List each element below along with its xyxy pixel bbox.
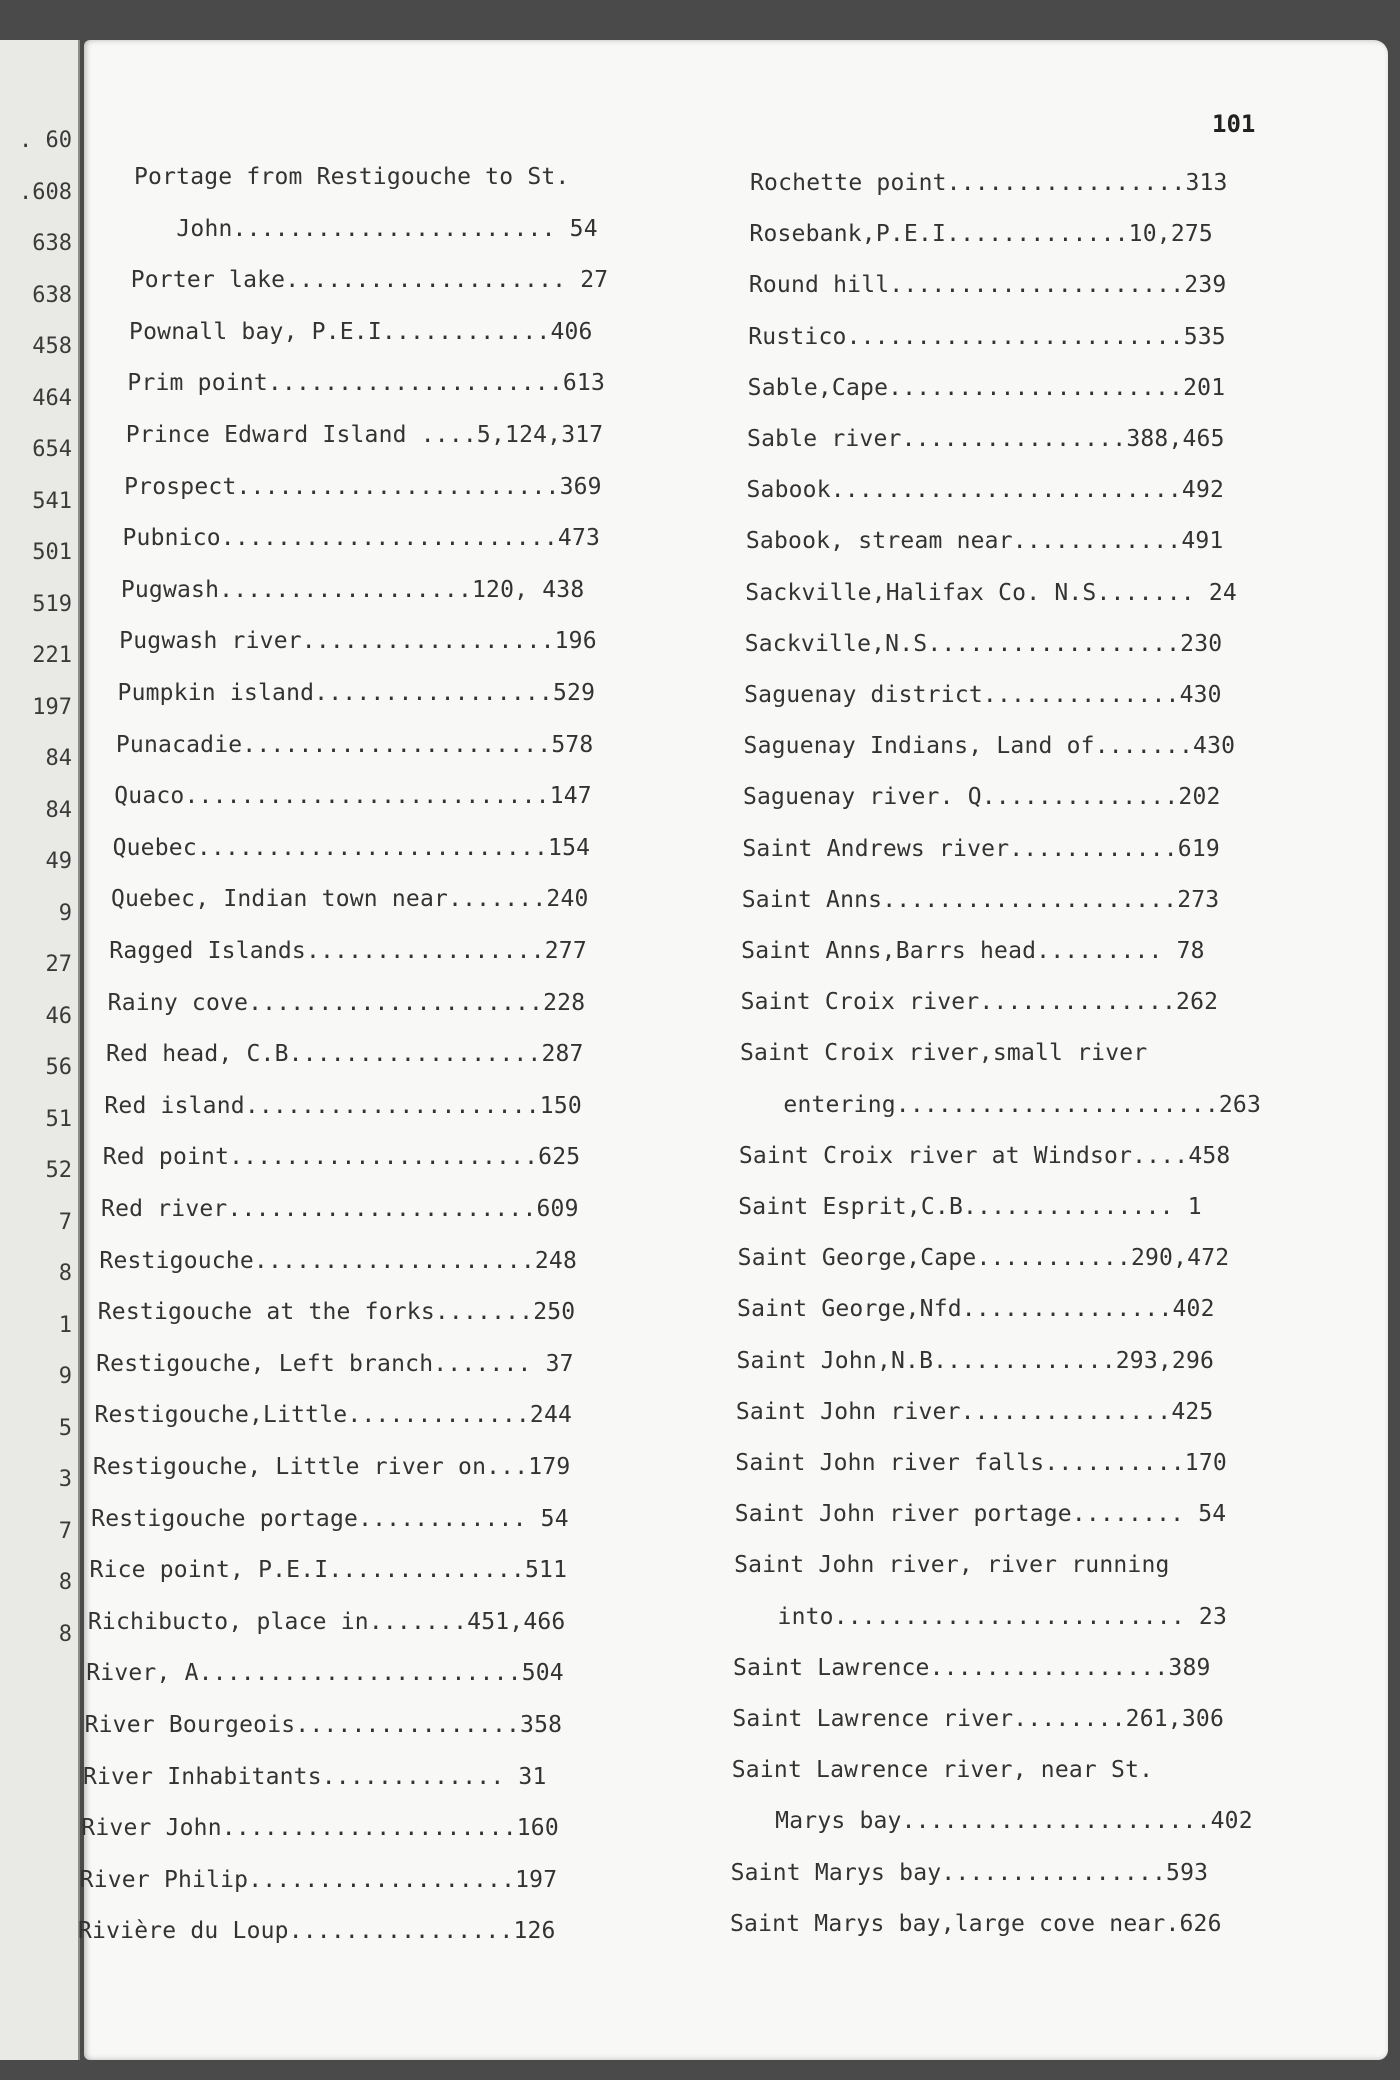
index-entry: Saint Marys bay,large cove near.626	[730, 1910, 1222, 1937]
index-entry: Saint John,N.B.............293,296	[736, 1347, 1215, 1374]
index-entry: Saint John river, river running	[734, 1552, 1170, 1579]
index-entry: Pugwash river..................196	[119, 628, 597, 655]
index-entry: Saint Lawrence.................389	[732, 1654, 1211, 1681]
index-entry: Rustico........................535	[748, 323, 1226, 350]
index-entry: Sackville,N.S..................230	[744, 630, 1223, 657]
previous-page-edge	[0, 40, 80, 2060]
previous-page-number: 501	[32, 540, 72, 565]
previous-page-number: 84	[45, 746, 72, 771]
index-entry: Pownall bay, P.E.I............406	[129, 318, 593, 345]
index-entry: Saint Marys bay................593	[730, 1859, 1209, 1886]
previous-page-number: 52	[45, 1158, 72, 1183]
index-entry: Punacadie......................578	[115, 731, 594, 758]
index-entry: Saint Anns,Barrs head......... 78	[741, 938, 1205, 964]
index-entry: Restigouche,Little.............244	[94, 1402, 573, 1429]
previous-page-number: 9	[58, 900, 72, 926]
previous-page-number: 56	[45, 1055, 72, 1080]
index-entry: Prim point.....................613	[127, 370, 606, 397]
index-entry: Restigouche, Little river on...179	[92, 1454, 571, 1480]
index-entry: Saint George,Cape...........290,472	[737, 1245, 1230, 1272]
previous-page-number: . 60	[19, 128, 72, 153]
index-entry: Pumpkin island.................529	[117, 680, 596, 706]
previous-page-number: 541	[32, 488, 72, 514]
index-entry: Prince Edward Island ....5,124,317	[125, 422, 604, 448]
previous-page-number: .608	[19, 179, 72, 205]
previous-page-number: 197	[32, 694, 72, 720]
index-entry: Sable,Cape.....................201	[747, 374, 1226, 401]
index-entry: Ragged Islands.................277	[109, 938, 587, 964]
previous-page-number: 1	[58, 1312, 72, 1338]
previous-page-number: 7	[58, 1209, 72, 1235]
index-entry: River John.....................160	[81, 1815, 559, 1842]
index-entry: Restigouche....................248	[99, 1247, 578, 1274]
previous-page-number: 638	[32, 282, 72, 308]
index-entry: Saguenay river. Q..............202	[742, 784, 1221, 811]
index-entry: Saint Andrews river............619	[742, 835, 1220, 862]
index-entry: Saint John river falls..........170	[735, 1450, 1227, 1476]
index-entry: Pubnico........................473	[122, 525, 601, 552]
previous-page-number: 464	[32, 385, 72, 411]
index-entry: Rochette point.................313	[750, 170, 1228, 196]
index-entry: Saint Lawrence river........261,306	[732, 1706, 1224, 1732]
index-entry-continuation: John....................... 54	[176, 215, 598, 242]
index-entry: Saint John river...............425	[735, 1398, 1214, 1425]
previous-page-number: 9	[58, 1364, 72, 1389]
index-entry-continuation: entering.......................263	[783, 1091, 1262, 1118]
index-entry: Rivière du Loup................126	[78, 1918, 556, 1945]
index-entry: Prospect.......................369	[124, 473, 602, 500]
index-page	[78, 40, 1388, 2060]
index-entry: Richibucto, place in.......451,466	[87, 1608, 566, 1635]
index-entry: Saguenay Indians, Land of.......430	[743, 733, 1236, 760]
previous-page-number: 3	[58, 1467, 72, 1492]
index-entry: River, A.......................504	[86, 1660, 564, 1687]
index-entry: Saint Croix river..............262	[740, 989, 1219, 1016]
index-entry: Sabook.........................492	[746, 477, 1225, 504]
index-entry: Porter lake.................... 27	[130, 267, 609, 294]
previous-page-number: 638	[32, 231, 72, 256]
previous-page-number: 458	[32, 334, 72, 359]
index-entry: Sabook, stream near............491	[745, 528, 1224, 555]
index-entry: Quaco..........................147	[114, 783, 592, 810]
index-entry: Rainy cove.....................228	[107, 989, 586, 1016]
previous-page-number: 46	[45, 1003, 72, 1029]
index-entry: Round hill.....................239	[748, 272, 1227, 299]
index-entry: Sable river................388,465	[747, 426, 1225, 452]
index-entry: Rice point, P.E.I..............511	[89, 1557, 568, 1584]
index-entry: Rosebank,P.E.I.............10,275	[749, 221, 1213, 248]
index-entry: Portage from Restigouche to St.	[134, 164, 570, 190]
index-entry: Restigouche portage............ 54	[91, 1505, 569, 1532]
index-entry: Pugwash..................120, 438	[120, 576, 585, 603]
previous-page-number: 7	[58, 1518, 72, 1544]
index-entry: Red point......................625	[102, 1144, 581, 1171]
previous-page-number: 8	[58, 1570, 72, 1595]
index-entry: Red island.....................150	[104, 1092, 582, 1119]
previous-page-number: 51	[45, 1106, 72, 1132]
index-entry: River Bourgeois................358	[84, 1712, 563, 1738]
index-entry: River Inhabitants............. 31	[82, 1763, 547, 1790]
previous-page-number: 654	[32, 437, 72, 462]
index-entry: Saint Lawrence river, near St.	[731, 1757, 1154, 1784]
index-entry-continuation: Marys bay......................402	[775, 1808, 1253, 1835]
index-entry: Sackville,Halifax Co. N.S....... 24	[745, 579, 1237, 606]
previous-page-number: 84	[45, 797, 72, 823]
previous-page-number: 221	[32, 643, 72, 668]
index-entry: Saguenay district..............430	[744, 682, 1222, 708]
index-entry: Red head, C.B..................287	[106, 1041, 584, 1068]
index-entry: Saint Esprit,C.B............... 1	[738, 1194, 1202, 1220]
previous-page-number: 8	[58, 1261, 72, 1286]
previous-page-number: 27	[45, 952, 72, 977]
index-entry: Saint John river portage........ 54	[734, 1501, 1227, 1528]
index-entry: Saint Anns.....................273	[741, 886, 1220, 913]
index-entry: Restigouche, Left branch....... 37	[96, 1350, 574, 1377]
index-entry: Saint Croix river,small river	[740, 1040, 1148, 1067]
index-entry: Quebec, Indian town near.......240	[110, 886, 589, 913]
page-number: 101	[1212, 110, 1256, 138]
previous-page-number: 519	[32, 591, 72, 617]
previous-page-number: 8	[58, 1621, 72, 1647]
previous-page-number: 5	[58, 1415, 72, 1441]
index-entry: Red river......................609	[101, 1196, 579, 1222]
index-entry: Saint Croix river at Windsor....458	[738, 1142, 1231, 1169]
index-entry: Saint George,Nfd...............402	[737, 1296, 1215, 1323]
index-entry: River Philip...................197	[79, 1866, 558, 1893]
index-entry: Quebec.........................154	[112, 834, 591, 861]
previous-page-number: 49	[45, 849, 72, 874]
index-entry: Restigouche at the forks.......250	[97, 1299, 576, 1326]
index-entry-continuation: into......................... 23	[777, 1603, 1228, 1630]
